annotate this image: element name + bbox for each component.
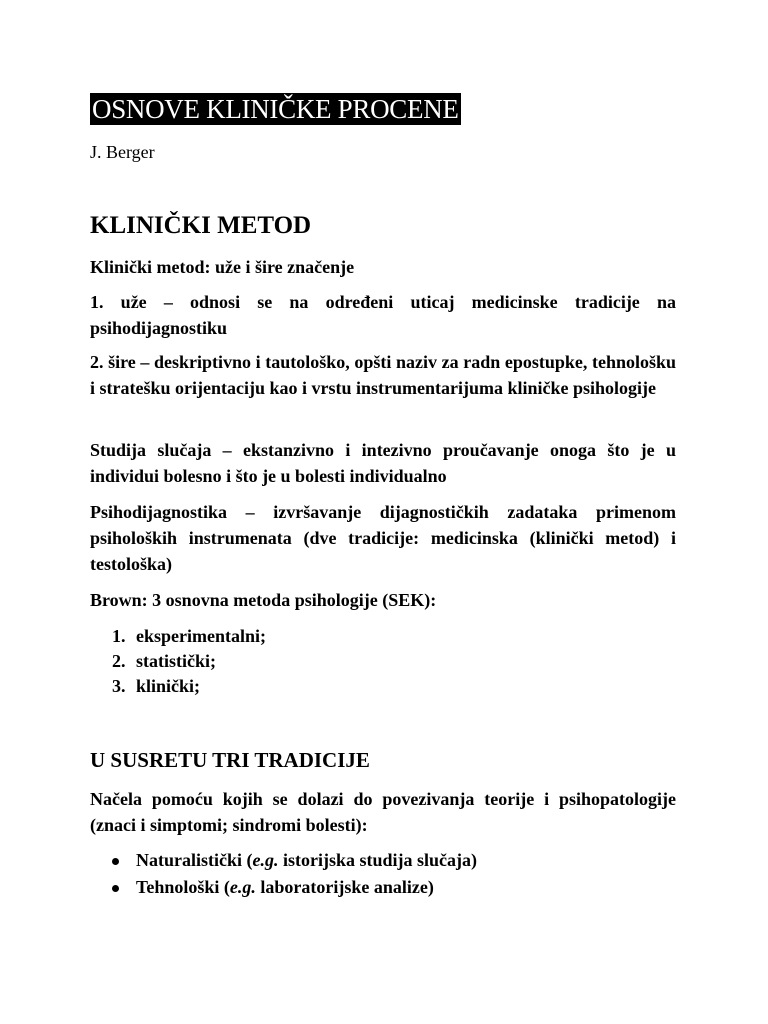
list-number: 3. <box>112 676 126 696</box>
list-number: 2. <box>112 651 126 671</box>
section-heading-klinicki-metod: KLINIČKI METOD <box>90 212 312 239</box>
list-text: Tehnološki (e.g. laboratorijske analize) <box>136 877 434 897</box>
list-item <box>112 847 477 874</box>
bullet-list-principles <box>112 847 477 901</box>
paragraph-definition: Klinički metod: uže i šire značenje <box>90 257 355 277</box>
bullet-icon <box>112 858 119 865</box>
paragraph-psychodiagnostics: Psihodijagnostika – izvršavanje dijagnostičkih zadataka primenom psiholoških instrumenata (dve tradicije: medicinska (klinički metod) i testološka) <box>90 502 676 574</box>
document-title: OSNOVE KLINIČKE PROCENE <box>92 94 459 124</box>
bullet-icon <box>112 885 119 892</box>
list-item <box>112 649 266 674</box>
list-item <box>112 874 477 901</box>
list-item <box>112 674 266 699</box>
list-text: eksperimentalni; <box>136 626 266 646</box>
list-text: Naturalistički (e.g. istorijska studija slučaja) <box>136 850 478 870</box>
paragraph-principles: Načela pomoću kojih se dolazi do povezivanja teorije i psihopatologije (znaci i simptomi; sindromi bolesti): <box>90 789 676 835</box>
list-text: klinički; <box>136 676 201 696</box>
section-heading-tri-tradicije: U SUSRETU TRI TRADICIJE <box>90 748 370 772</box>
paragraph-brown: Brown: 3 osnovna metoda psihologije (SEK): <box>90 590 437 610</box>
list-item <box>112 624 266 649</box>
title-block <box>90 93 461 125</box>
paragraph-broad-meaning: 2. šire – deskriptivno i tautološko, opšti naziv za radn epostupke, tehnološku i stratešku orijentaciju kao i vrstu instrumentarijuma kliničke psihologije <box>90 352 676 398</box>
list-text: statistički; <box>136 651 216 671</box>
author-line: J. Berger <box>90 142 155 162</box>
list-number: 1. <box>112 626 126 646</box>
paragraph-narrow-meaning: 1. uže – odnosi se na određeni uticaj medicinske tradicije na psihodijagnostiku <box>90 292 676 338</box>
paragraph-case-study: Studija slučaja – ekstanzivno i intezivno proučavanje onoga što je u individui bolesno i što je u bolesti individualno <box>90 440 676 486</box>
numbered-list-methods <box>112 624 266 699</box>
